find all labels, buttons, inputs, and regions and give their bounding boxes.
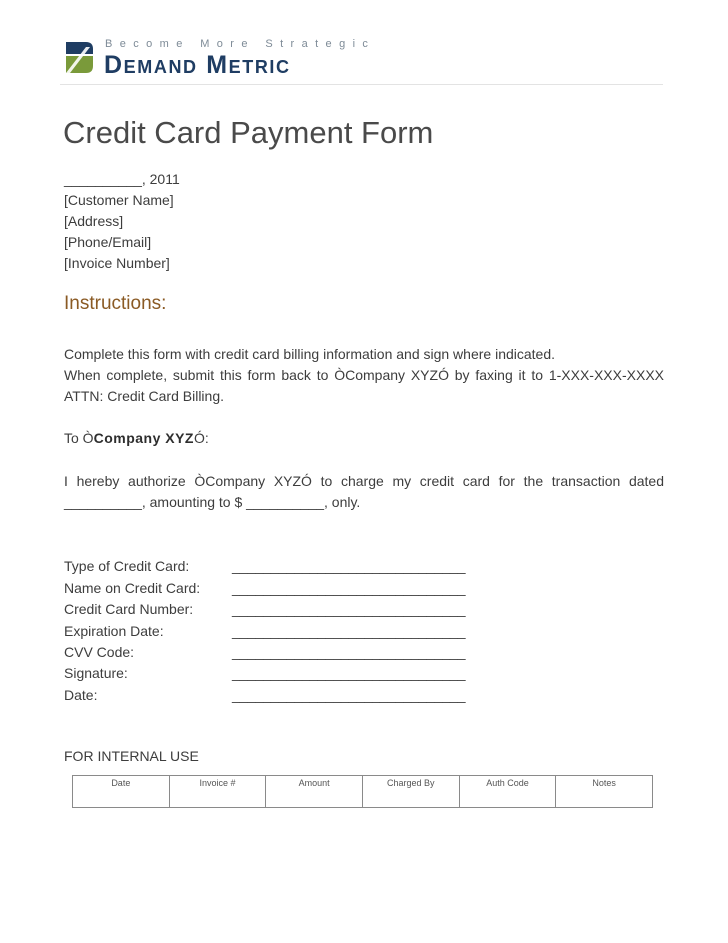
brand-tagline: Become More Strategic (105, 38, 376, 50)
address-line: [Address] (64, 213, 124, 229)
brand-name: Demand Metric (104, 51, 291, 79)
column-header-auth-code: Auth Code (459, 776, 556, 808)
salutation-suffix: Ó: (193, 430, 209, 446)
column-header-date: Date (73, 776, 170, 808)
date-field[interactable]: ______________________________ (232, 687, 466, 703)
header-divider (60, 84, 663, 85)
card-number-label: Credit Card Number: (64, 601, 194, 617)
card-number-field[interactable]: ______________________________ (232, 601, 466, 617)
card-name-field[interactable]: ______________________________ (232, 580, 466, 596)
date-line: __________, 2011 (64, 171, 180, 187)
authorization-line-2: __________, amounting to $ __________, only. (64, 494, 361, 510)
card-name-label: Name on Credit Card: (64, 580, 201, 596)
column-header-notes: Notes (556, 776, 653, 808)
cvv-code-label: CVV Code: (64, 644, 135, 660)
table-row (73, 776, 653, 808)
signature-field[interactable]: ______________________________ (232, 665, 466, 681)
salutation-prefix: To Ò (64, 430, 94, 446)
customer-name-line: [Customer Name] (64, 192, 174, 208)
salutation-company: Company XYZ (93, 430, 194, 446)
instructions-paragraph (64, 344, 664, 407)
invoice-number-line: [Invoice Number] (64, 255, 170, 271)
instruction-line-2: When complete, submit this form back to ÒCompany XYZÓ by faxing it to 1-XXX-XXX-XXXX (64, 367, 664, 383)
column-header-amount: Amount (266, 776, 363, 808)
instruction-line-1: Complete this form with credit card billing information and sign where indicated. (64, 346, 556, 362)
authorization-line-1: I hereby authorize ÒCompany XYZÓ to charge my credit card for the transaction dated (64, 473, 664, 489)
authorization-paragraph (64, 471, 664, 513)
expiration-date-field[interactable]: ______________________________ (232, 623, 466, 639)
column-header-charged-by: Charged By (362, 776, 459, 808)
salutation (64, 430, 209, 446)
internal-use-heading: FOR INTERNAL USE (64, 748, 199, 764)
instructions-heading: Instructions: (64, 293, 167, 314)
page-title: Credit Card Payment Form (63, 115, 434, 150)
date-label: Date: (64, 687, 98, 703)
instruction-line-3: ATTN: Credit Card Billing. (64, 388, 225, 404)
card-type-field[interactable]: ______________________________ (232, 558, 466, 574)
column-header-invoice: Invoice # (169, 776, 266, 808)
phone-email-line: [Phone/Email] (64, 234, 152, 250)
internal-use-table (72, 775, 653, 808)
signature-label: Signature: (64, 665, 128, 681)
logo-icon (64, 41, 94, 74)
cvv-code-field[interactable]: ______________________________ (232, 644, 466, 660)
expiration-date-label: Expiration Date: (64, 623, 164, 639)
card-type-label: Type of Credit Card: (64, 558, 190, 574)
